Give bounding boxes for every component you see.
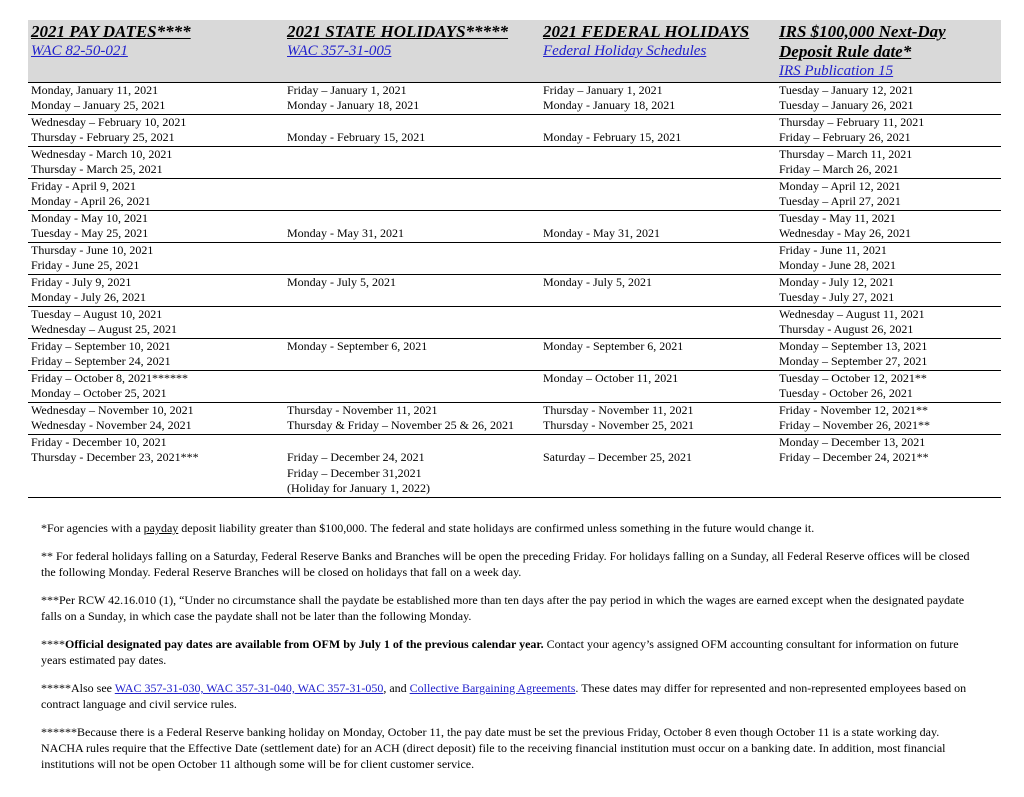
pay-date-cell	[28, 82, 284, 114]
date-text: Wednesday - March 10, 2021	[31, 146, 173, 161]
date-text	[543, 322, 773, 338]
date-text: Monday - June 28, 2021	[779, 258, 896, 272]
federal-holiday-cell	[540, 434, 776, 497]
date-text: Thursday – February 11, 2021	[779, 114, 925, 129]
irs-deposit-cell	[776, 146, 1001, 178]
date-text: Friday – October 8, 2021******	[31, 370, 188, 385]
date-text	[543, 147, 773, 163]
federal-holiday-cell	[540, 146, 776, 178]
state-holiday-cell	[284, 434, 540, 497]
footnote-text: , and	[383, 681, 410, 695]
federal-holiday-cell	[540, 82, 776, 114]
date-text: Wednesday – February 10, 2021	[31, 114, 187, 129]
date-text: Monday – September 13, 2021	[779, 338, 928, 353]
header-link-federal-holiday-schedules[interactable]: Federal Holiday Schedules	[543, 43, 707, 59]
state-holiday-cell	[284, 338, 540, 370]
pay-date-cell	[28, 402, 284, 434]
date-text: Friday – December 24, 2021**	[779, 450, 929, 464]
table-row	[28, 82, 1001, 114]
pay-date-cell	[28, 146, 284, 178]
pay-date-cell	[28, 242, 284, 274]
table-header	[28, 20, 1001, 82]
federal-holiday-cell	[540, 306, 776, 338]
table-row	[28, 306, 1001, 338]
footnote-6: ******Because there is a Federal Reserve banking holiday on Monday, October 11, the pay date must be set the previous Friday, October 8 even though October 11 is a state working day. NACHA rules require that the Effective Date (settlement date) for an ACH (direct deposit) file to the receiving financial institution must occur on a banking date. In addition, most financial institutions will not be open October 11 although some will be for client customer service.	[41, 725, 946, 771]
pay-dates-table	[28, 20, 1001, 498]
link-wac-357-31[interactable]: WAC 357-31-030, WAC 357-31-040, WAC 357-31-050	[114, 681, 384, 695]
date-text: Monday - July 26, 2021	[31, 290, 146, 304]
federal-holiday-cell	[540, 114, 776, 146]
date-text: Monday - July 12, 2021	[779, 274, 894, 289]
header-irs-deposit-rule	[776, 20, 1001, 82]
table-row	[28, 402, 1001, 434]
state-holiday-cell	[284, 242, 540, 274]
footnote-text: payday	[143, 521, 179, 535]
date-text: Friday – January 1, 2021	[287, 82, 407, 97]
date-text	[543, 162, 773, 178]
date-text: Tuesday – January 12, 2021	[779, 82, 914, 97]
date-text: Friday - April 9, 2021	[31, 178, 136, 193]
date-text: Monday – October 11, 2021	[543, 370, 679, 385]
date-text: Monday - May 31, 2021	[543, 226, 660, 240]
date-text: Thursday & Friday – November 25 & 26, 2021	[287, 418, 514, 432]
date-text	[543, 354, 773, 370]
date-text: Monday - January 18, 2021	[287, 98, 420, 112]
pay-dates-document	[28, 20, 1001, 498]
footnote-5	[41, 680, 971, 712]
date-text	[287, 307, 537, 323]
date-text	[287, 371, 537, 387]
footnote-bold-text: Official designated pay dates are available from OFM by July 1 of the previous calendar year.	[65, 637, 544, 651]
pay-date-cell	[28, 338, 284, 370]
date-text	[287, 435, 537, 451]
federal-holiday-cell	[540, 242, 776, 274]
date-text	[543, 194, 773, 210]
irs-deposit-cell	[776, 242, 1001, 274]
footnote-text: *For agencies with a	[41, 521, 144, 535]
date-text: Friday - June 11, 2021	[779, 242, 887, 257]
irs-deposit-cell	[776, 274, 1001, 306]
date-text: Friday - June 25, 2021	[31, 258, 140, 272]
date-text: Friday – December 24, 2021	[287, 450, 425, 464]
date-text: Thursday - December 23, 2021***	[31, 450, 199, 464]
pay-date-cell	[28, 114, 284, 146]
state-holiday-cell	[284, 178, 540, 210]
header-state-holidays	[284, 20, 540, 82]
pay-date-cell	[28, 210, 284, 242]
date-text: Friday - November 12, 2021**	[779, 402, 928, 417]
date-text	[543, 243, 773, 259]
table-row	[28, 434, 1001, 497]
date-text: Wednesday – August 25, 2021	[31, 322, 178, 336]
federal-holiday-cell	[540, 370, 776, 402]
pay-date-cell	[28, 370, 284, 402]
date-text: Monday – April 12, 2021	[779, 178, 901, 193]
date-text: Monday - February 15, 2021	[543, 130, 682, 144]
date-text: Monday - February 15, 2021	[287, 130, 426, 144]
date-text	[287, 179, 537, 195]
table-row	[28, 114, 1001, 146]
date-text: Thursday - November 11, 2021	[287, 402, 438, 417]
date-text: Monday - May 10, 2021	[31, 210, 148, 225]
state-holiday-cell	[284, 402, 540, 434]
footnote-text: . These dates may differ for represented and non-represented employees based on contract language and civil service rules.	[41, 681, 967, 711]
footnote-text: ****	[41, 637, 65, 651]
date-text	[287, 115, 537, 131]
date-text	[543, 290, 773, 306]
table-row	[28, 338, 1001, 370]
table-row	[28, 146, 1001, 178]
date-text	[287, 258, 537, 274]
date-text: Friday – November 26, 2021**	[779, 418, 930, 432]
date-text: Monday – December 13, 2021	[779, 434, 926, 449]
date-text: Thursday - August 26, 2021	[779, 322, 914, 336]
federal-holiday-cell	[540, 210, 776, 242]
date-text: Monday - January 18, 2021	[543, 98, 676, 112]
irs-deposit-cell	[776, 210, 1001, 242]
date-text: Wednesday – November 10, 2021	[31, 402, 194, 417]
footnote-2: ** For federal holidays falling on a Saturday, Federal Reserve Banks and Branches will be open the preceding Friday. For holidays falling on a Sunday, all Federal Reserve offices will be closed the following Monday. Federal Reserve Branches will be closed on holidays that fall on a week day.	[41, 549, 970, 579]
header-title: 2021 STATE HOLIDAYS*****	[287, 22, 509, 41]
table-body	[28, 82, 1001, 497]
irs-deposit-cell	[776, 338, 1001, 370]
federal-holiday-cell	[540, 274, 776, 306]
footnote-3: ***Per RCW 42.16.010 (1), “Under no circumstance shall the paydate be established more than ten days after the pay period in which the wages are earned except when the designated paydate falls on a Sunday, in which case the paydate shall not be later than the following Monday.	[41, 593, 965, 623]
date-text: Monday – January 25, 2021	[31, 98, 166, 112]
date-text	[543, 307, 773, 323]
date-text: Thursday - February 25, 2021	[31, 130, 175, 144]
date-text: Monday – September 27, 2021	[779, 354, 928, 368]
header-link-wac-357-31-005[interactable]: WAC 357-31-005	[287, 43, 392, 59]
date-text	[287, 386, 537, 402]
date-text: Thursday - March 25, 2021	[31, 162, 163, 176]
date-text	[543, 386, 773, 402]
date-text: Tuesday – August 10, 2021	[31, 306, 163, 321]
date-text: Friday – March 26, 2021	[779, 162, 899, 176]
date-text	[287, 322, 537, 338]
irs-deposit-cell	[776, 402, 1001, 434]
date-text	[287, 147, 537, 163]
date-text: (Holiday for January 1, 2022)	[287, 481, 430, 495]
date-text	[287, 162, 537, 178]
state-holiday-cell	[284, 306, 540, 338]
date-text: Friday – September 24, 2021	[31, 354, 171, 368]
table-row	[28, 178, 1001, 210]
footnote-text: *****Also see	[41, 681, 115, 695]
date-text: Tuesday - October 26, 2021	[779, 386, 913, 400]
table-row	[28, 370, 1001, 402]
date-text: Friday – September 10, 2021	[31, 338, 171, 353]
irs-deposit-cell	[776, 114, 1001, 146]
date-text	[543, 435, 773, 451]
date-text	[543, 211, 773, 227]
header-link-irs-publication-15[interactable]: IRS Publication 15	[779, 63, 894, 79]
footnote-4	[41, 636, 971, 668]
irs-deposit-cell	[776, 306, 1001, 338]
table-row	[28, 210, 1001, 242]
date-text: Thursday - June 10, 2021	[31, 242, 154, 257]
date-text: Friday – December 31,2021	[287, 465, 422, 480]
pay-date-cell	[28, 274, 284, 306]
date-text	[287, 290, 537, 306]
date-text: Friday - July 9, 2021	[31, 274, 132, 289]
state-holiday-cell	[284, 82, 540, 114]
state-holiday-cell	[284, 274, 540, 306]
link-collective-bargaining[interactable]: Collective Bargaining Agreements	[409, 681, 576, 695]
date-text	[287, 211, 537, 227]
state-holiday-cell	[284, 370, 540, 402]
table-row	[28, 242, 1001, 274]
state-holiday-cell	[284, 210, 540, 242]
date-text	[543, 179, 773, 195]
footnote-text: deposit liability greater than $100,000. The federal and state holidays are confirmed unless something in the future would change it.	[178, 521, 815, 535]
date-text: Monday - July 5, 2021	[543, 274, 652, 289]
date-text: Wednesday – August 11, 2021	[779, 306, 925, 321]
date-text: Thursday - November 25, 2021	[543, 418, 694, 432]
date-text: Monday - April 26, 2021	[31, 194, 151, 208]
header-title: 2021 FEDERAL HOLIDAYS	[543, 22, 750, 41]
federal-holiday-cell	[540, 338, 776, 370]
state-holiday-cell	[284, 114, 540, 146]
date-text: Tuesday - July 27, 2021	[779, 290, 895, 304]
state-holiday-cell	[284, 146, 540, 178]
header-pay-dates	[28, 20, 284, 82]
irs-deposit-cell	[776, 370, 1001, 402]
date-text: Thursday – March 11, 2021	[779, 146, 913, 161]
federal-holiday-cell	[540, 178, 776, 210]
header-title: 2021 PAY DATES****	[31, 22, 191, 41]
date-text: Friday - December 10, 2021	[31, 434, 167, 449]
irs-deposit-cell	[776, 82, 1001, 114]
irs-deposit-cell	[776, 434, 1001, 497]
footnote-text: Contact your agency’s assigned OFM accounting consultant for information on future years estimated pay dates.	[41, 637, 959, 667]
date-text: Tuesday – October 12, 2021**	[779, 370, 927, 385]
header-federal-holidays	[540, 20, 776, 82]
date-text: Tuesday – January 26, 2021	[779, 98, 914, 112]
date-text: Monday - July 5, 2021	[287, 274, 396, 289]
irs-deposit-cell	[776, 178, 1001, 210]
date-text: Friday – February 26, 2021	[779, 130, 911, 144]
date-text: Monday, January 11, 2021	[31, 82, 159, 97]
table-row	[28, 274, 1001, 306]
date-text: Wednesday - November 24, 2021	[31, 418, 192, 432]
date-text: Friday – January 1, 2021	[543, 82, 663, 97]
pay-date-cell	[28, 434, 284, 497]
date-text	[287, 243, 537, 259]
date-text	[287, 354, 537, 370]
date-text	[287, 194, 537, 210]
date-text	[543, 115, 773, 131]
pay-date-cell	[28, 306, 284, 338]
federal-holiday-cell	[540, 402, 776, 434]
footnotes	[41, 520, 971, 784]
footnote-1	[41, 520, 971, 536]
date-text: Tuesday – April 27, 2021	[779, 194, 901, 208]
date-text	[543, 258, 773, 274]
date-text: Monday – October 25, 2021	[31, 386, 167, 400]
header-title: IRS $100,000 Next-Day Deposit Rule date*	[779, 22, 946, 61]
date-text: Tuesday - May 25, 2021	[31, 226, 149, 240]
date-text: Monday - September 6, 2021	[543, 338, 684, 353]
date-text: Thursday - November 11, 2021	[543, 402, 694, 417]
date-text: Tuesday - May 11, 2021	[779, 210, 896, 225]
header-link-wac-82-50-021[interactable]: WAC 82-50-021	[31, 43, 128, 59]
date-text: Monday - September 6, 2021	[287, 338, 428, 353]
date-text: Wednesday - May 26, 2021	[779, 226, 912, 240]
date-text: Saturday – December 25, 2021	[543, 450, 692, 464]
date-text: Monday - May 31, 2021	[287, 226, 404, 240]
pay-date-cell	[28, 178, 284, 210]
